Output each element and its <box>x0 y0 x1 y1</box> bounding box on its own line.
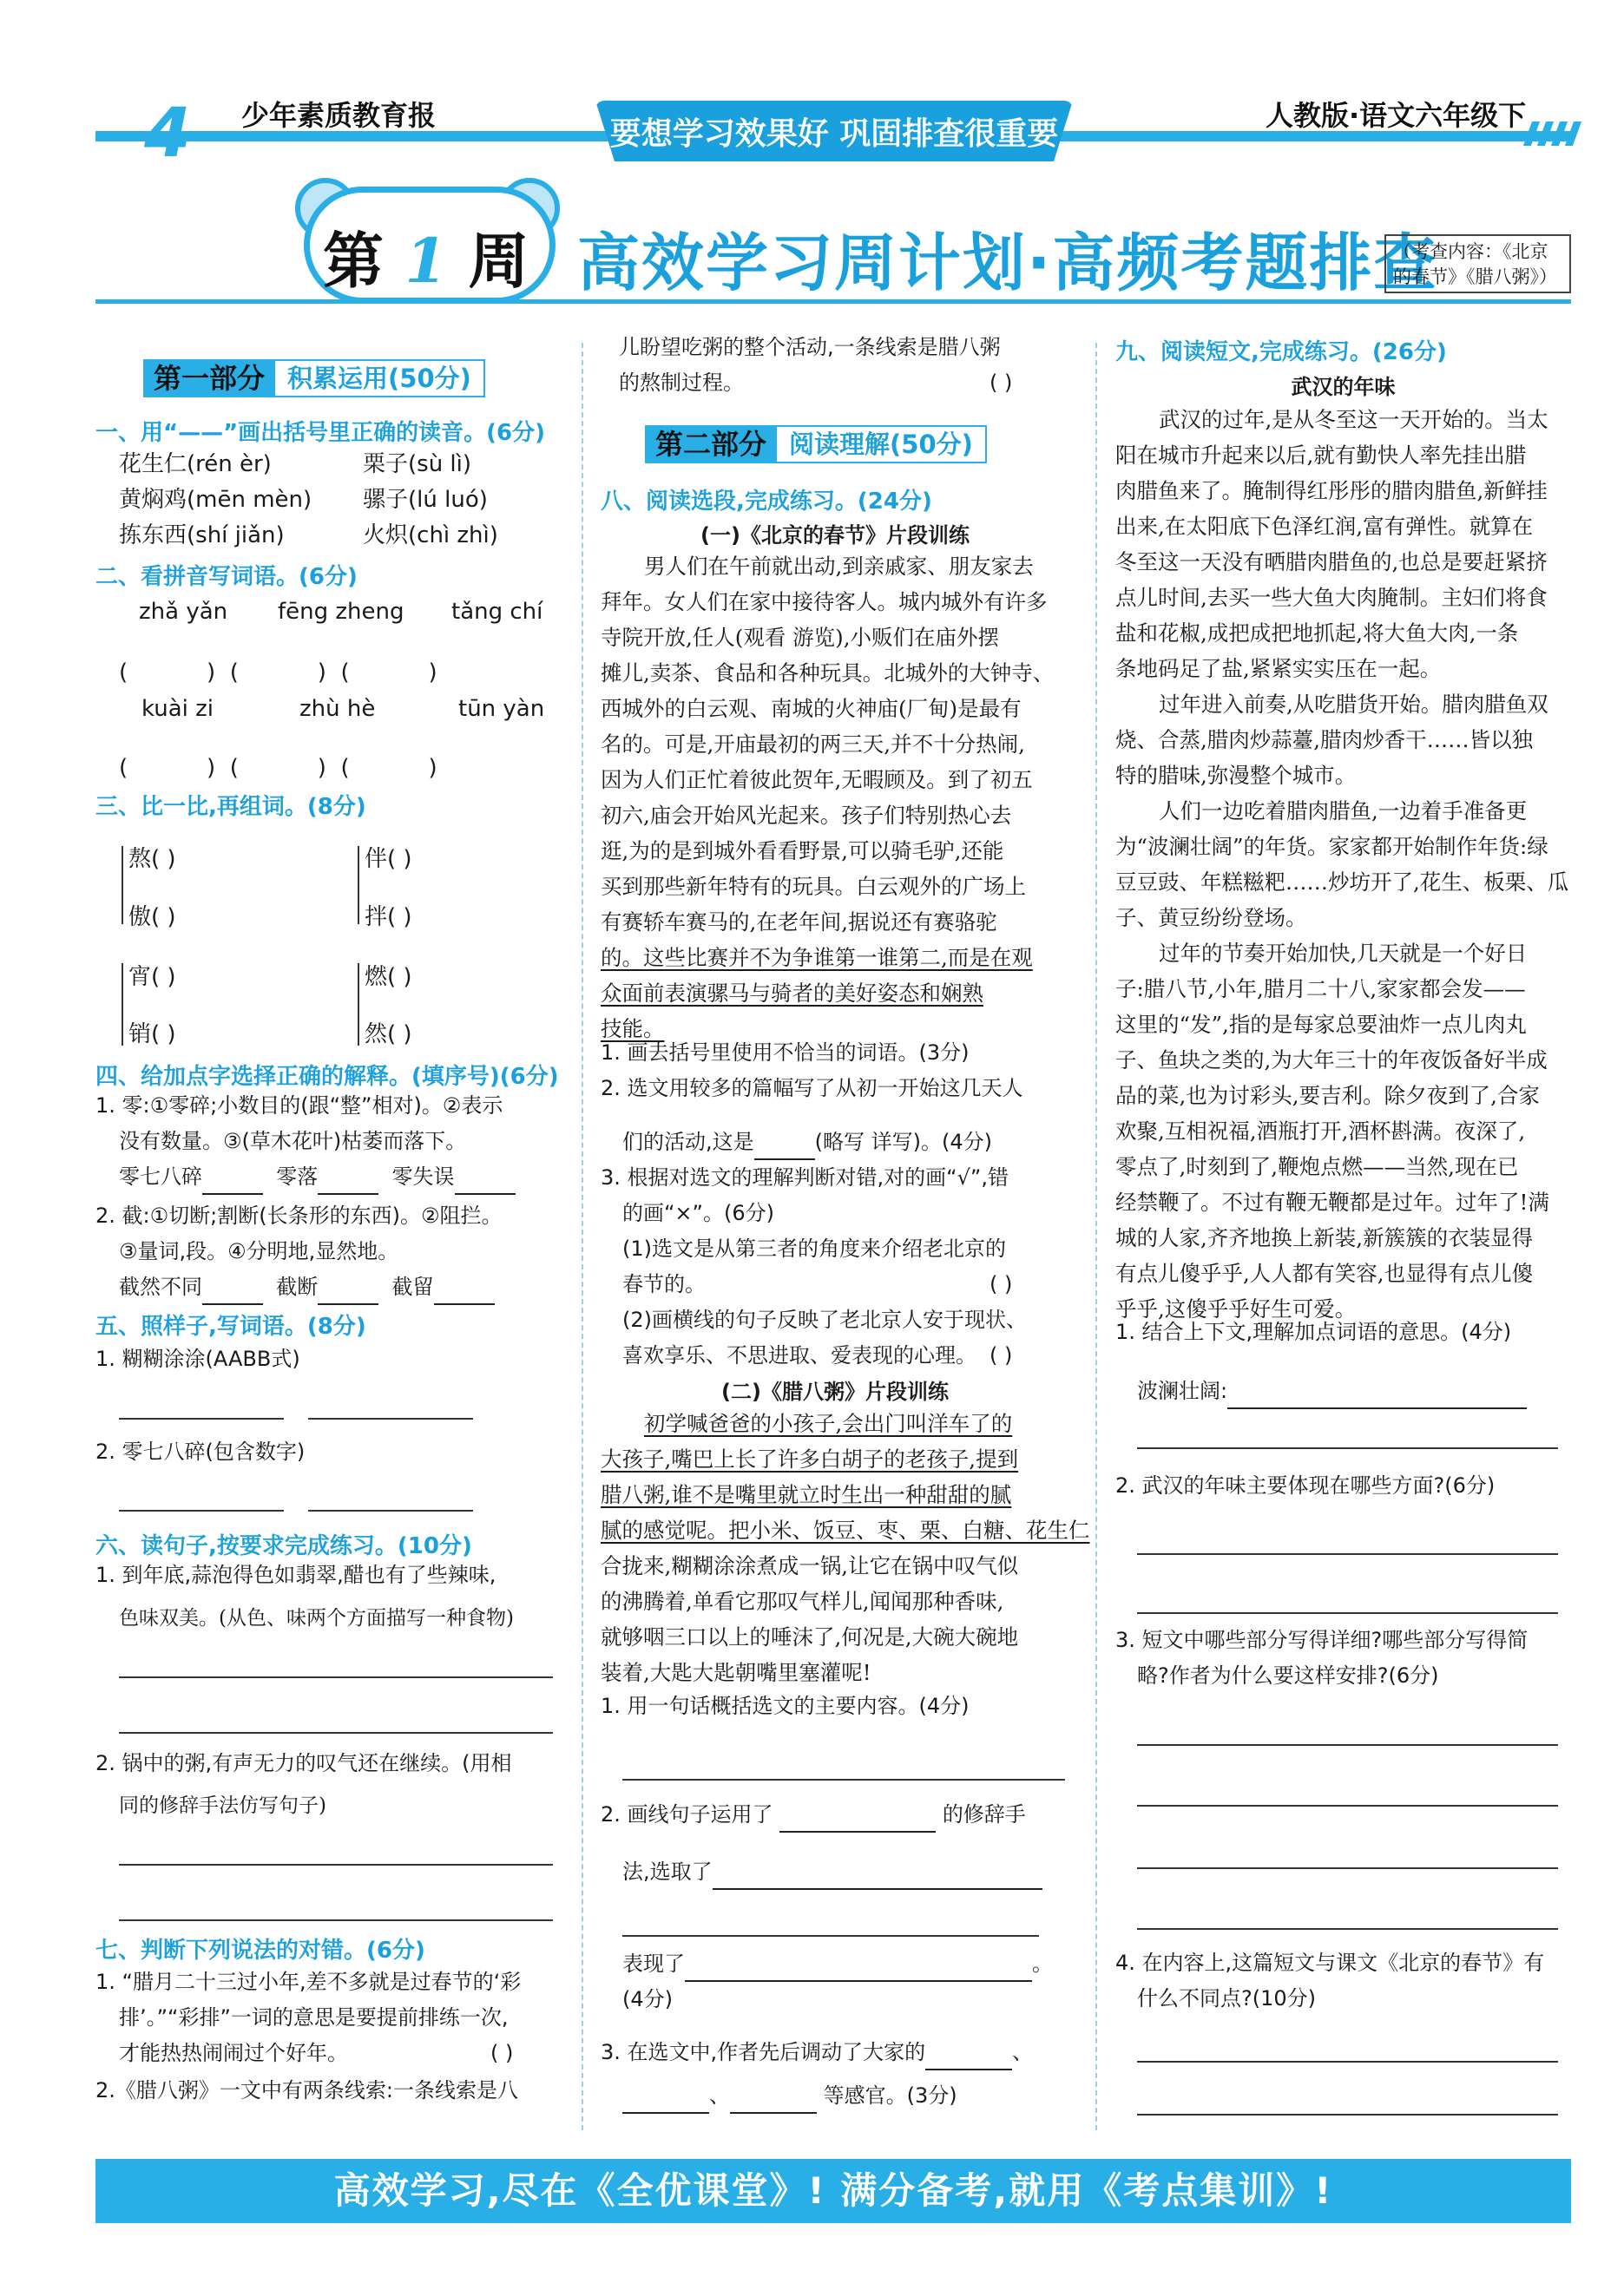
passage-line: 的。这些比赛并不为争谁第一谁第二,而是在观 <box>601 945 1033 970</box>
passage-line: 合拢来,糊糊涂涂煮成一锅,让它在锅中叹气似 <box>601 1553 1019 1578</box>
q9-heading: 九、阅读短文,完成练习。(26分) <box>1115 339 1447 365</box>
week-label: 第 1 周 <box>323 225 529 297</box>
answer-line[interactable] <box>119 1418 284 1420</box>
q3-char: 宵( ) <box>128 964 176 990</box>
pinyin: tūn yàn <box>458 696 545 722</box>
passage-line: 人们一边吃着腊肉腊鱼,一边着手准备更 <box>1159 798 1528 823</box>
q7-heading: 七、判断下列说法的对错。(6分) <box>95 1938 425 1964</box>
passage-line: 点儿时间,去买一些大鱼大肉腌制。主妇们将食 <box>1115 585 1548 610</box>
q3-heading: 三、比一比,再组词。(8分) <box>95 794 366 820</box>
answer-line[interactable] <box>119 1676 553 1678</box>
page-title: 高效学习周计划·高频考题排查 <box>577 226 1438 299</box>
pinyin: kuài zi <box>141 696 214 722</box>
answer-paren[interactable]: ( ) <box>990 371 1013 395</box>
passage-labazhou <box>601 1406 1090 1690</box>
passage-line: 烧、合蒸,腊肉炒蒜薹,腊肉炒香干……皆以独 <box>1115 727 1534 752</box>
footer-banner: 高效学习,尽在《全优课堂》! 满分备考,就用《考点集训》! <box>95 2159 1571 2223</box>
answer-paren[interactable]: ( ) ( ) ( ) <box>119 659 437 686</box>
answer-line[interactable] <box>308 1418 473 1420</box>
q3-char: 傲( ) <box>128 904 176 930</box>
passage-line: 买到那些新年特有的玩具。白云观外的广场上 <box>601 874 1026 899</box>
passage-line: 经禁鞭了。不过有鞭无鞭都是过年。过年了!满 <box>1115 1190 1549 1215</box>
stripes-decoration <box>1528 121 1580 148</box>
answer-line[interactable] <box>1137 1447 1558 1449</box>
answer-line[interactable] <box>119 1510 284 1512</box>
q1-item: 黄焖鸡(mēn mèn) <box>119 487 312 513</box>
passage-line: 逛,为的是到城外看看野景,可以骑毛驴,还能 <box>601 838 1004 863</box>
passage-line: 有赛轿车赛马的,在老年间,据说还有赛骆驼 <box>601 909 997 935</box>
scope-note: （考查内容：《北京的春节》《腊八粥》） <box>1384 234 1571 293</box>
passage-line: 零点了,时刻到了,鞭炮点燃——当然,现在已 <box>1115 1154 1519 1179</box>
answer-line[interactable] <box>1137 1867 1558 1869</box>
passage-line: 冬至这一天没有晒腊肉腊鱼的,也总是要赶紧挤 <box>1115 549 1548 574</box>
q3-char: 销( ) <box>128 1021 176 1047</box>
q3-char: 伴( ) <box>365 846 412 872</box>
passage-line: 因为人们正忙着彼此贺年,无暇顾及。到了初五 <box>601 767 1033 792</box>
q1-item: 栗子(sù lì) <box>363 451 472 477</box>
article-title: 武汉的年味 <box>1291 375 1396 399</box>
passage-line: 初学喊爸爸的小孩子,会出门叫洋车了的 <box>644 1411 1013 1436</box>
answer-line[interactable] <box>119 1732 553 1734</box>
answer-line[interactable] <box>1137 1612 1558 1614</box>
passage-line: 的沸腾着,单看它那叹气样儿,闻闻那种香味, <box>601 1589 1004 1614</box>
pinyin: fēng zheng <box>278 599 404 625</box>
page-number: 4 <box>144 95 192 173</box>
passage-line: 品的菜,也为讨彩头,要吉利。除夕夜到了,合家 <box>1115 1083 1540 1108</box>
answer-line[interactable] <box>1137 1744 1558 1746</box>
passage-line: 为“波澜壮阔”的年货。家家都开始制作年货:绿 <box>1115 834 1548 859</box>
passage-line: 阳在城市升起来以后,就有勤快人率先挂出腊 <box>1115 443 1527 468</box>
passage-line: 初六,庙会开始风光起来。孩子们特别热心去 <box>601 803 1012 828</box>
passage-line: 过年的节奏开始加快,几天就是一个好日 <box>1159 941 1528 966</box>
passage-line: 出来,在太阳底下色泽红润,富有弹性。就算在 <box>1115 514 1534 539</box>
pinyin: zhù hè <box>299 696 376 722</box>
edition-label: 人教版·语文六年级下 <box>1266 99 1527 132</box>
pinyin: zhǎ yǎn <box>139 599 228 625</box>
part2-banner: 第二部分 阅读理解(50分) <box>645 425 987 463</box>
answer-paren[interactable]: ( ) ( ) ( ) <box>119 755 437 781</box>
passage-line: 这里的“发”,指的是每家总要油炸一点儿肉丸 <box>1115 1012 1527 1037</box>
passage-line: 腻的感觉呢。把小米、饭豆、枣、栗、白糖、花生仁 <box>601 1518 1090 1543</box>
paper-name: 少年素质教育报 <box>241 99 437 132</box>
column-divider <box>1095 343 1097 2130</box>
passage-line: 拜年。女人们在家中接待客人。城内城外有许多 <box>601 589 1048 614</box>
q1-item: 骡子(lú luó) <box>363 487 488 513</box>
q8-heading: 八、阅读选段,完成练习。(24分) <box>601 489 932 515</box>
passage-line: 西城外的白云观、南城的火神庙(厂甸)是最有 <box>601 696 1022 721</box>
column-divider <box>582 343 583 2130</box>
passage-line: 子:腊八节,小年,腊月二十八,家家都会发—— <box>1115 976 1526 1001</box>
answer-line[interactable] <box>119 1919 553 1921</box>
q5-heading: 五、照样子,写词语。(8分) <box>95 1314 366 1340</box>
answer-line[interactable] <box>308 1510 473 1512</box>
passage-line: 技能。 <box>601 1016 665 1041</box>
passage-line: 摊儿,卖茶、食品和各种玩具。北城外的大钟寺、 <box>601 660 1055 686</box>
passage-line: 乎乎,这傻乎乎好生可爱。 <box>1115 1296 1357 1322</box>
passage-line: 豆豆豉、年糕糍粑……炒坊开了,花生、板栗、瓜 <box>1115 869 1569 895</box>
q1-heading: 一、用“——”画出括号里正确的读音。(6分) <box>95 420 546 446</box>
q3-char: 燃( ) <box>365 964 412 990</box>
answer-line[interactable] <box>1137 2114 1558 2116</box>
passage-line: 寺院开放,任人(观看 游览),小贩们在庙外摆 <box>601 625 999 650</box>
passage-line: 有点儿傻乎乎,人人都有笑容,也显得有点儿傻 <box>1115 1261 1534 1286</box>
part1-banner: 第一部分 积累运用(50分) <box>143 359 485 397</box>
passage-line: 就够咽三口以上的唾沫了,何况是,大碗大碗地 <box>601 1624 1019 1650</box>
answer-line[interactable] <box>119 1864 553 1866</box>
q3-char: 熬( ) <box>128 846 176 872</box>
answer-paren[interactable]: ( ) <box>990 1343 1013 1368</box>
answer-line[interactable] <box>622 1935 1039 1937</box>
q1-item: 火炽(chì zhì) <box>363 522 498 548</box>
passage-line: 子、鱼块之类的,为大年三十的年夜饭备好半成 <box>1115 1047 1548 1073</box>
passage-line: 男人们在午前就出动,到亲戚家、朋友家去 <box>644 554 1034 579</box>
q2-heading: 二、看拼音写词语。(6分) <box>95 564 358 590</box>
answer-line[interactable] <box>622 1779 1065 1781</box>
slogan-text: 要想学习效果好 巩固排查很重要 <box>609 116 1059 152</box>
q3-char: 拌( ) <box>365 904 412 930</box>
passage-wuhan <box>1115 402 1568 1327</box>
answer-paren[interactable]: ( ) <box>490 2041 514 2065</box>
passage-line: 欢聚,互相祝福,酒瓶打开,酒杯斟满。夜深了, <box>1115 1118 1526 1144</box>
answer-line[interactable] <box>1137 2061 1558 2063</box>
answer-paren[interactable]: ( ) <box>990 1272 1013 1296</box>
passage-line: 子、黄豆纷纷登场。 <box>1115 905 1307 930</box>
passage-line: 武汉的过年,是从冬至这一天开始的。当太 <box>1159 407 1548 432</box>
passage-line: 名的。可是,开庙最初的两三天,并不十分热闹, <box>601 731 1025 757</box>
title-rule <box>95 299 1571 304</box>
passage-line: 大孩子,嘴巴上长了许多白胡子的老孩子,提到 <box>601 1446 1019 1472</box>
passage-line: 特的腊味,弥漫整个城市。 <box>1115 763 1357 788</box>
answer-line[interactable] <box>1137 1928 1558 1930</box>
passage-line: 城的人家,齐齐地换上新装,新簇簇的衣装显得 <box>1115 1225 1534 1250</box>
passage-line: 肉腊鱼来了。腌制得红彤彤的腊肉腊鱼,新鲜挂 <box>1115 478 1548 503</box>
q1-item: 花生仁(rén èr) <box>119 451 272 477</box>
q6-heading: 六、读句子,按要求完成练习。(10分) <box>95 1533 472 1559</box>
passage-line: 条地码足了盐,紧紧实实压在一起。 <box>1115 656 1442 681</box>
passage-line: 盐和花椒,成把成把地抓起,将大鱼大肉,一条 <box>1115 620 1519 646</box>
q3-char: 然( ) <box>365 1021 412 1047</box>
q4-heading: 四、给加点字选择正确的解释。(填序号)(6分) <box>95 1064 559 1090</box>
passage-line: 过年进入前奏,从吃腊货开始。腊肉腊鱼双 <box>1159 692 1548 717</box>
answer-line[interactable] <box>1137 1553 1558 1555</box>
pinyin: tǎng chí <box>451 599 543 625</box>
q1-item: 拣东西(shí jiǎn) <box>119 522 285 548</box>
answer-line[interactable] <box>1137 1805 1558 1807</box>
passage-line: 装着,大匙大匙朝嘴里塞灌呢! <box>601 1660 871 1685</box>
passage-line: 众面前表演骡马与骑者的美好姿态和娴熟 <box>601 981 983 1006</box>
passage-beijing <box>601 548 1054 1046</box>
passage-line: 腊八粥,谁不是嘴里就立时生出一种甜甜的腻 <box>601 1482 1012 1507</box>
